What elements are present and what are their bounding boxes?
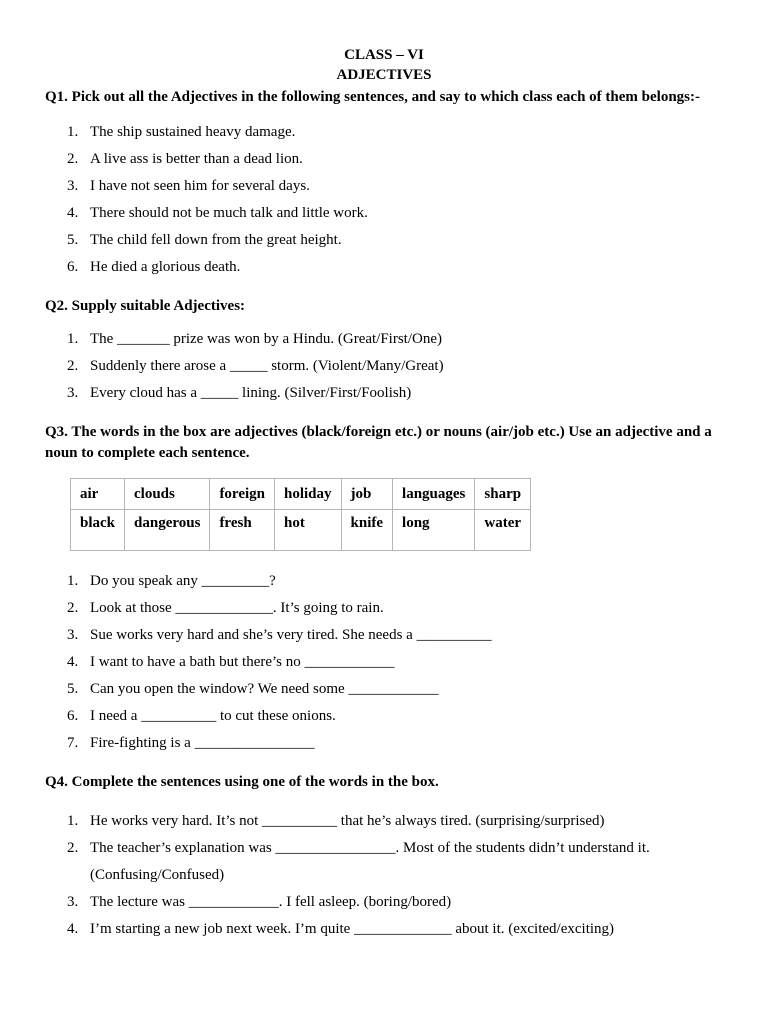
- class-title: CLASS – VI: [344, 47, 424, 63]
- word-cell: languages: [393, 479, 475, 510]
- word-cell: long: [393, 510, 475, 551]
- word-cell: clouds: [125, 479, 210, 510]
- word-cell: water: [475, 510, 531, 551]
- word-box-row: [71, 479, 531, 510]
- word-cell: black: [71, 510, 125, 551]
- word-cell: knife: [341, 510, 393, 551]
- worksheet-page: CLASS – VI ADJECTIVES Q1. Pick out all the Adjectives in the following sentences, and say to which class each of them belongs:- 1. The ship sustained heavy damage. 2. A live ass is better than a dead lion. 3. I have not seen him for several days. 4. There should not be much talk and little work. 5. The child fell down from the great height. 6. He died a glorious death. Q2. Supply suitable Adjectives: 1. The _______ prize was won by a Hindu. (Great/First/One) 2. Suddenly there arose a _____ storm. (Violent/Many/Great) 3. Every cloud has a _____ lining. (Silver/First/Foolish) Q3. The words in the box are adjectives (black/foreign etc.) or nouns (air/job etc.) Use an adjective and a noun to complete each sentence. air clouds foreign holiday job languages sharp black dangerous fresh hot knife long water 1. Do you speak any _________? 2. Look at those _____________. It’s going to rain. 3. Sue works very hard and she’s very tired. She needs a __________ 4. I want to have a bath but there’s no ____________ 5. Can you open the window? We need some ____________ 6. I need a __________ to cut these onions. 7. Fire-fighting is a ________________ Q4. Complete the sentences using one of the words in the box. 1. He works very hard. It’s not __________ that he’s always tired. (surprising/surprised) 2. The teacher’s explanation was ________________. Most of the students didn’t understand it. (Confusing/Confused) 3. The lecture was ____________. I fell asleep. (boring/bored) 4. I’m starting a new job next week. I’m quite _____________ about it. (excited/exciting): [0, 0, 768, 1024]
- word-cell: holiday: [275, 479, 342, 510]
- subject-title: ADJECTIVES: [336, 67, 432, 83]
- word-cell: fresh: [210, 510, 275, 551]
- word-cell: sharp: [475, 479, 531, 510]
- word-box-table: [70, 478, 531, 551]
- q2-heading: Q2. Supply suitable Adjectives:: [45, 298, 246, 314]
- q1-heading: Q1. Pick out all the Adjectives in the following sentences, and say to which class each of them belongs:-: [45, 89, 700, 105]
- q4-heading: Q4. Complete the sentences using one of the words in the box.: [45, 774, 439, 790]
- word-cell: dangerous: [125, 510, 210, 551]
- word-cell: hot: [275, 510, 342, 551]
- word-box-row: [71, 510, 531, 551]
- q3-heading: Q3. The words in the box are adjectives (black/foreign etc.) or nouns (air/job etc.) Use an adjective and a noun to complete each sentence.: [45, 424, 712, 461]
- word-cell: air: [71, 479, 125, 510]
- word-cell: foreign: [210, 479, 275, 510]
- word-cell: job: [341, 479, 393, 510]
